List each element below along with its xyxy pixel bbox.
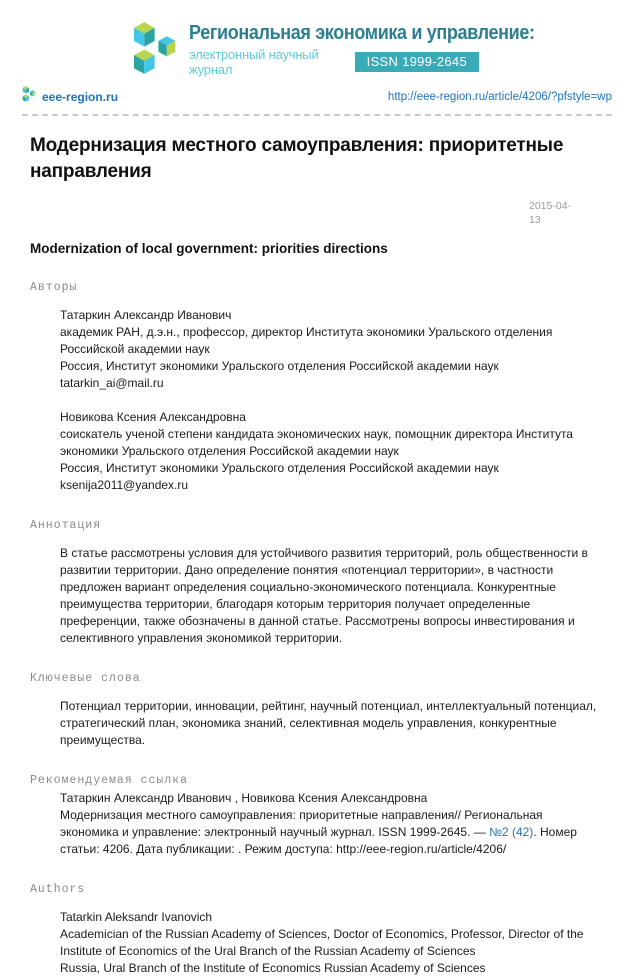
section-label-citation: Рекомендуемая ссылка [30, 774, 189, 787]
citation-text-before: Модернизация местного самоуправления: приоритетные направления// Региональная экономика и управление: электронный научный журнал. ISSN 1999-2645. — [60, 808, 543, 839]
section-label-abstract: Аннотация [30, 519, 102, 532]
author-email: tatarkin_ai@mail.ru [60, 376, 164, 390]
recommended-citation [60, 790, 604, 858]
section-label-keywords: Ключевые слова [30, 672, 141, 685]
site-home-link[interactable]: eee-region.ru [42, 89, 119, 104]
issn-badge: ISSN 1999-2645 [355, 52, 479, 72]
citation-text-after: . Номер статьи: 4206. Дата публикации: . Режим доступа: http://eee-region.ru/article/4206/ [60, 825, 577, 856]
author-en-block [60, 909, 604, 977]
abstract-text: В статье рассмотрены условия для устойчивого развития территорий, роль общественности в развитии территории. Дано определение понятия «потенциал территории», в частности предложен вариант определения социально-экономического потенциала. Конкурентные преимущества территории, благодаря которым территория получает определенные преференции, также обозначены в данной статье. Рассмотрены вопросы инвестирования и селективного управления экономикой территории. [60, 546, 588, 645]
author-position: академик РАН, д.э.н., профессор, директор Института экономики Уральского отделения Российской академии наук [60, 325, 553, 356]
author-position: соискатель ученой степени кандидата экономических наук, помощник директора Института экономики Уральского отделения Российской академии наук [60, 427, 573, 458]
author-affiliation: Россия, Институт экономики Уральского отделения Российской академии наук [60, 359, 499, 373]
issue-number-link[interactable]: №2 (42) [489, 825, 534, 839]
section-label-authors-ru: Авторы [30, 281, 78, 294]
author-ru-block [60, 409, 604, 494]
header-links-row [0, 82, 634, 107]
article-title-en: Modernization of local government: priorities directions [30, 241, 388, 256]
journal-title: Региональная экономика и управление: [189, 22, 535, 44]
dashed-divider [22, 114, 612, 116]
author-affiliation: Россия, Институт экономики Уральского отделения Российской академии наук [60, 461, 499, 475]
author-position: Academician of the Russian Academy of Sciences, Doctor of Economics, Professor, Director of the Institute of Economics of the Ural Branch of the Russian Academy of Sciences [60, 927, 584, 958]
article-url-link[interactable]: http://eee-region.ru/article/4206/?pfstyle=wp [387, 90, 612, 103]
author-email: ksenija2011@yandex.ru [60, 478, 189, 492]
keywords-text: Потенциал территории, инновации, рейтинг, научный потенциал, интеллектуальный потенциал, стратегический план, экономика знаний, селективная модель управления, конкурентные преимущества. [60, 699, 597, 747]
author-name: Tatarkin Aleksandr Ivanovich [60, 910, 213, 924]
article-body [0, 133, 634, 977]
author-name: Новикова Ксения Александровна [60, 410, 246, 424]
article-title-ru: Модернизация местного самоуправления: приоритетные направления [30, 135, 564, 182]
citation-text [60, 807, 604, 858]
publication-date: 2015-04-13 [529, 200, 572, 226]
journal-masthead [0, 0, 634, 80]
journal-logo-cubes-icon [133, 22, 180, 80]
author-name: Татаркин Александр Иванович [60, 308, 232, 322]
author-ru-block [60, 307, 604, 392]
site-logo-mini-icon [22, 86, 37, 107]
section-label-authors-en: Authors [30, 883, 86, 896]
author-affiliation: Russia, Ural Branch of the Institute of Economics Russian Academy of Sciences [60, 961, 486, 975]
citation-authors-line: Татаркин Александр Иванович , Новикова Ксения Александровна [60, 791, 428, 805]
journal-subtitle: электронный научный журнал [189, 47, 319, 77]
